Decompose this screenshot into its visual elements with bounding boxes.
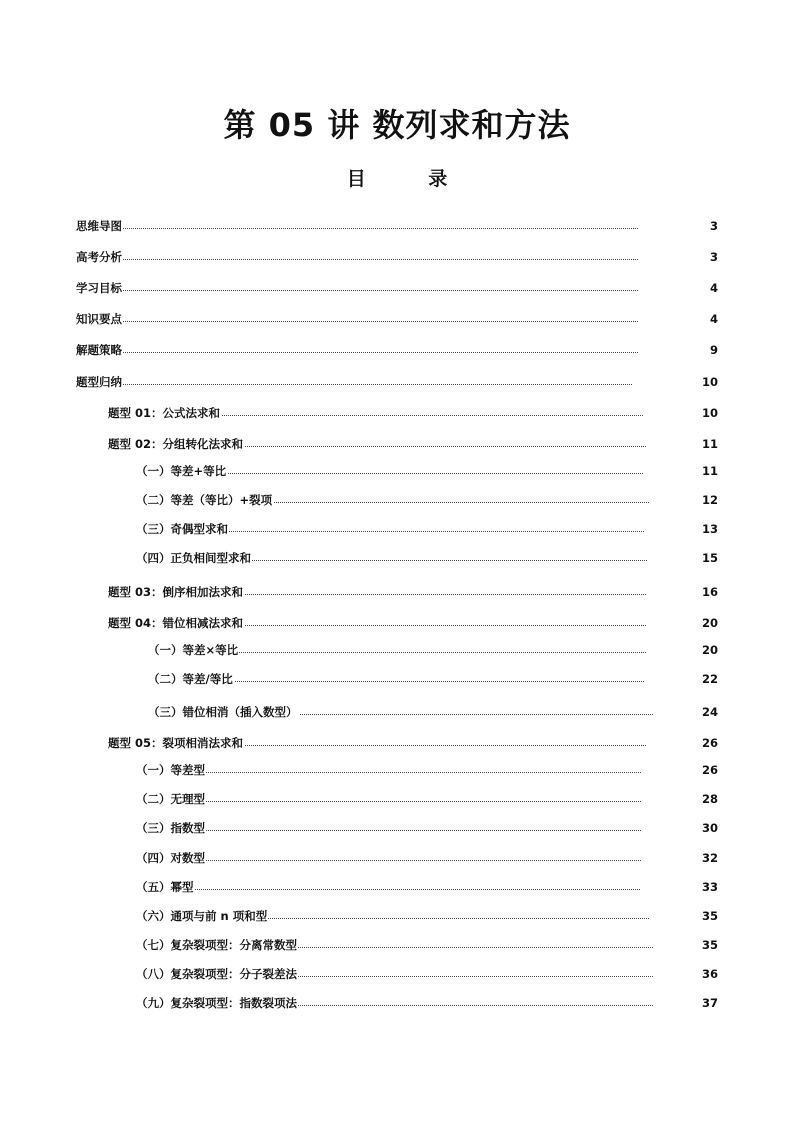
toc-entry[interactable] (0, 582, 794, 602)
toc-entry-page: 3 (709, 219, 718, 233)
toc-entry-page: 26 (701, 763, 718, 777)
toc-entry[interactable] (0, 309, 794, 329)
toc-entry-page: 22 (701, 672, 718, 686)
toc-entry[interactable] (0, 964, 794, 984)
toc-entry[interactable] (0, 461, 794, 481)
toc-entry-label: （一）等差+等比 (136, 461, 227, 481)
toc-entry[interactable] (0, 818, 794, 838)
toc-entry[interactable] (0, 372, 794, 392)
toc-entry[interactable] (0, 519, 794, 539)
toc-entry-page: 4 (709, 281, 718, 295)
toc-entry-label: （三）奇偶型求和 (136, 519, 229, 539)
toc-entry-label: 题型 05：裂项相消法求和 (108, 733, 244, 753)
toc-entry-label: 题型归纳 (76, 372, 123, 392)
toc-entry-label: （二）等差（等比）+裂项 (136, 490, 273, 510)
toc-entry-page: 20 (701, 616, 718, 630)
toc-dot-leader (76, 290, 638, 291)
toc-entry-label: （七）复杂裂项型：分离常数型 (136, 935, 298, 955)
toc-dot-leader (136, 830, 641, 831)
toc-entry-label: 解题策略 (76, 340, 123, 360)
toc-entry[interactable] (0, 848, 794, 868)
toc-entry-label: （四）对数型 (136, 848, 206, 868)
toc-entry[interactable] (0, 760, 794, 780)
toc-entry-page: 10 (701, 406, 718, 420)
toc-entry-page: 30 (701, 821, 718, 835)
toc-entry[interactable] (0, 877, 794, 897)
toc-entry-page: 35 (701, 909, 718, 923)
toc-entry-label: （三）指数型 (136, 818, 206, 838)
document-title: 第 05 讲 数列求和方法 (223, 106, 571, 144)
toc-entry[interactable] (0, 548, 794, 568)
toc-entry[interactable] (0, 340, 794, 360)
toc-dot-leader (76, 384, 632, 385)
toc-entry[interactable] (0, 613, 794, 633)
toc-entry-label: 题型 03：倒序相加法求和 (108, 582, 244, 602)
toc-entry-label: 高考分析 (76, 247, 123, 267)
toc-dot-leader (76, 321, 638, 322)
toc-entry-page: 9 (709, 343, 718, 357)
toc-entry[interactable] (0, 490, 794, 510)
toc-entry-page: 26 (701, 736, 718, 750)
toc-entry-page: 11 (701, 437, 718, 451)
toc-entry-page: 32 (701, 851, 718, 865)
toc-entry-page: 12 (701, 493, 718, 507)
toc-entry-page: 16 (701, 585, 718, 599)
toc-entry-page: 35 (701, 938, 718, 952)
toc-entry[interactable] (0, 702, 794, 722)
toc-entry-page: 37 (701, 996, 718, 1010)
toc-entry-page: 11 (701, 464, 718, 478)
toc-entry[interactable] (0, 789, 794, 809)
toc-entry-label: （九）复杂裂项型：指数裂项法 (136, 993, 298, 1013)
toc-entry[interactable] (0, 434, 794, 454)
toc-entry[interactable] (0, 216, 794, 236)
toc-entry-page: 13 (701, 522, 718, 536)
toc-entry[interactable] (0, 247, 794, 267)
toc-entry-page: 33 (701, 880, 718, 894)
toc-entry-page: 4 (709, 312, 718, 326)
toc-entry-label: （八）复杂裂项型：分子裂差法 (136, 964, 298, 984)
toc-entry-label: （六）通项与前 n 项和型 (136, 906, 268, 926)
toc-entry-page: 24 (701, 705, 718, 719)
toc-dot-leader (136, 860, 641, 861)
toc-entry-label: 题型 04：错位相减法求和 (108, 613, 244, 633)
toc-dot-leader (76, 352, 638, 353)
toc-entry-label: 知识要点 (76, 309, 123, 329)
toc-dot-leader (76, 228, 638, 229)
toc-entry[interactable] (0, 640, 794, 660)
toc-entry[interactable] (0, 278, 794, 298)
toc-dot-leader (136, 772, 641, 773)
toc-heading: 目 录 (346, 168, 476, 190)
toc-dot-leader (136, 889, 640, 890)
toc-entry-label: 思维导图 (76, 216, 123, 236)
toc-entry[interactable] (0, 935, 794, 955)
toc-entry-page: 15 (701, 551, 718, 565)
toc-dot-leader (76, 259, 638, 260)
toc-entry-label: 题型 02：分组转化法求和 (108, 434, 244, 454)
toc-entry[interactable] (0, 403, 794, 423)
toc-entry-label: （二）等差/等比 (148, 669, 234, 689)
toc-entry-page: 28 (701, 792, 718, 806)
toc-entry-page: 3 (709, 250, 718, 264)
toc-entry-page: 36 (701, 967, 718, 981)
toc-entry[interactable] (0, 993, 794, 1013)
toc-entry[interactable] (0, 669, 794, 689)
toc-entry-label: （一）等差×等比 (148, 640, 239, 660)
toc-entry-label: （三）错位相消（插入数型） (148, 702, 299, 722)
toc-entry-label: 题型 01：公式法求和 (108, 403, 221, 423)
toc-entry-page: 10 (701, 375, 718, 389)
toc-entry-label: （五）幂型 (136, 877, 195, 897)
toc-dot-leader (136, 801, 641, 802)
toc-entry[interactable] (0, 733, 794, 753)
toc-entry-label: 学习目标 (76, 278, 123, 298)
toc-entry[interactable] (0, 906, 794, 926)
toc-entry-label: （二）无理型 (136, 789, 206, 809)
toc-entry-page: 20 (701, 643, 718, 657)
toc-entry-label: （一）等差型 (136, 760, 206, 780)
toc-entry-label: （四）正负相间型求和 (136, 548, 252, 568)
